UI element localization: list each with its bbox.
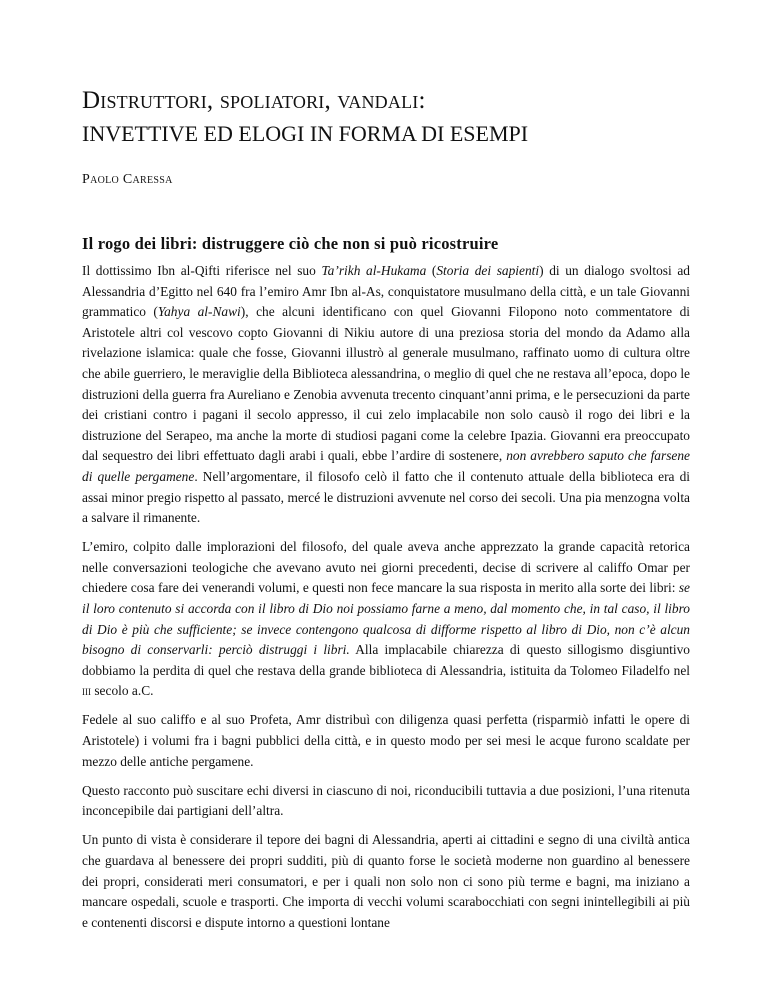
roman-numeral: iii xyxy=(82,683,91,699)
text-span: . Nell’argomentare, il filosofo celò il fatto che il contenuto attuale della biblioteca era di assai minor pregio rispetto al passato, mercé le distruzioni avvenute nel corso dei secoli. Una pia menzogna volta a salvare il rimanente. xyxy=(82,468,690,526)
text-span: secolo a.C. xyxy=(91,683,154,699)
text-span: L’emiro, colpito dalle implorazioni del filosofo, del quale aveva anche apprezzato la grande capacità retorica nelle conversazioni teologiche che avevano avuto nei giorni precedenti, decise di scrivere al califfo Omar per chiedere cosa fare dei venerandi volumi, e questi non fece mancare la sua risposta in merito alla sorte dei libri: xyxy=(82,539,690,596)
text-span: Alla implacabile chiarezza di questo sillogismo disgiuntivo dobbiamo la perdita di quel che restava della grande biblioteca di Alessandria, istituita da Tolomeo Filadelfo nel xyxy=(82,642,690,678)
document-page xyxy=(82,86,690,942)
text-span: Il dottissimo Ibn al-Qifti riferisce nel suo xyxy=(82,263,322,278)
quote-italic: non avrebbero saputo che farsene di quelle pergamene xyxy=(82,448,690,484)
paragraph-2 xyxy=(82,537,690,702)
arabic-name-italic: Yahya al-Nawi xyxy=(157,304,241,320)
paragraph-4: Questo racconto può suscitare echi diversi in ciascuno di noi, riconducibili tuttavia a due posizioni, l’una ritenuta inconcepibile dai partigiani dell’altra. xyxy=(82,782,690,819)
caliph-quote-italic: se il loro contenuto si accorda con il libro di Dio noi possiamo farne a meno, dal momento che, in tal caso, il libro di Dio è più che sufficiente; se invece contengono qualcosa di difforme rispetto al libro di Dio, non c’è alcun bisogno di conservarli: perciò distruggi i libri. xyxy=(82,580,690,658)
book-title-italic: Ta’rikh al-Hukama xyxy=(321,263,427,278)
document-subtitle: INVETTIVE ED ELOGI IN FORMA DI ESEMPI xyxy=(82,121,529,146)
book-translation-italic: Storia dei sapienti xyxy=(436,263,540,278)
text-span: ( xyxy=(426,263,437,278)
section-heading: Il rogo dei libri: distruggere ciò che non si può ricostruire xyxy=(82,234,499,253)
document-title: Distruttori, spoliatori, vandali: xyxy=(82,87,426,114)
text-span: ), che alcuni identificano con quel Giovanni Filopono noto commentatore di Aristotele altri col vescovo copto Giovanni di Nikiu autore di una preziosa storia del mondo da Adamo alla rivelazione islamica: quale che fosse, Giovanni illustrò al generale musulmano, raffinato uomo di cultura oltre che abile guerriero, le meraviglie della Biblioteca alessandrina, o meglio di quel che ne restava all’epoca, dopo le distruzioni della guerra fra Aureliano e Zenobia avvenuta trecento cinquant’anni prima, e le persecuzioni da parte dei cristiani contro i pagani il secolo appresso, il cui zelo implacabile non solo causò il rogo dei libri e la distruzione del Serapeo, ma anche la morte di studiosi pagani come la celebre Ipazia. Giovanni era preoccupato dal sequestro dei libri effettuato dagli arabi i quali, ebbe l’ardire di sostenere, xyxy=(82,304,691,464)
paragraph-3: Fedele al suo califfo e al suo Profeta, Amr distribuì con diligenza quasi perfetta (risparmiò infatti le opere di Aristotele) i volumi fra i bagni pubblici della città, e in questo modo per sei mesi le acque furono scaldate per mezzo delle antiche pergamene. xyxy=(82,712,690,769)
paragraph-5: Un punto di vista è considerare il tepore dei bagni di Alessandria, aperti ai cittadini e segno di una civiltà antica che guardava al benessere dei propri sudditi, più di quanto forse le società moderne non guardino al benessere dei propri, considerati meri consumatori, e per i quali non solo non ci sono più terme e bagni, ma iniziano a mancare ospedali, scuole e trasporti. Che importa di vecchi volumi scarabocchiati con segni inintellegibili ai più e contenenti discorsi e dispute intorno a questioni lontane xyxy=(82,832,690,930)
paragraph-1 xyxy=(82,261,690,529)
author-name: Paolo Caressa xyxy=(82,172,173,187)
text-span: ) di un dialogo svoltosi ad Alessandria d’Egitto nel 640 fra l’emiro Amr Ibn al-As, conquistatore musulmano della città, e un tale Giovanni grammatico ( xyxy=(82,263,690,320)
